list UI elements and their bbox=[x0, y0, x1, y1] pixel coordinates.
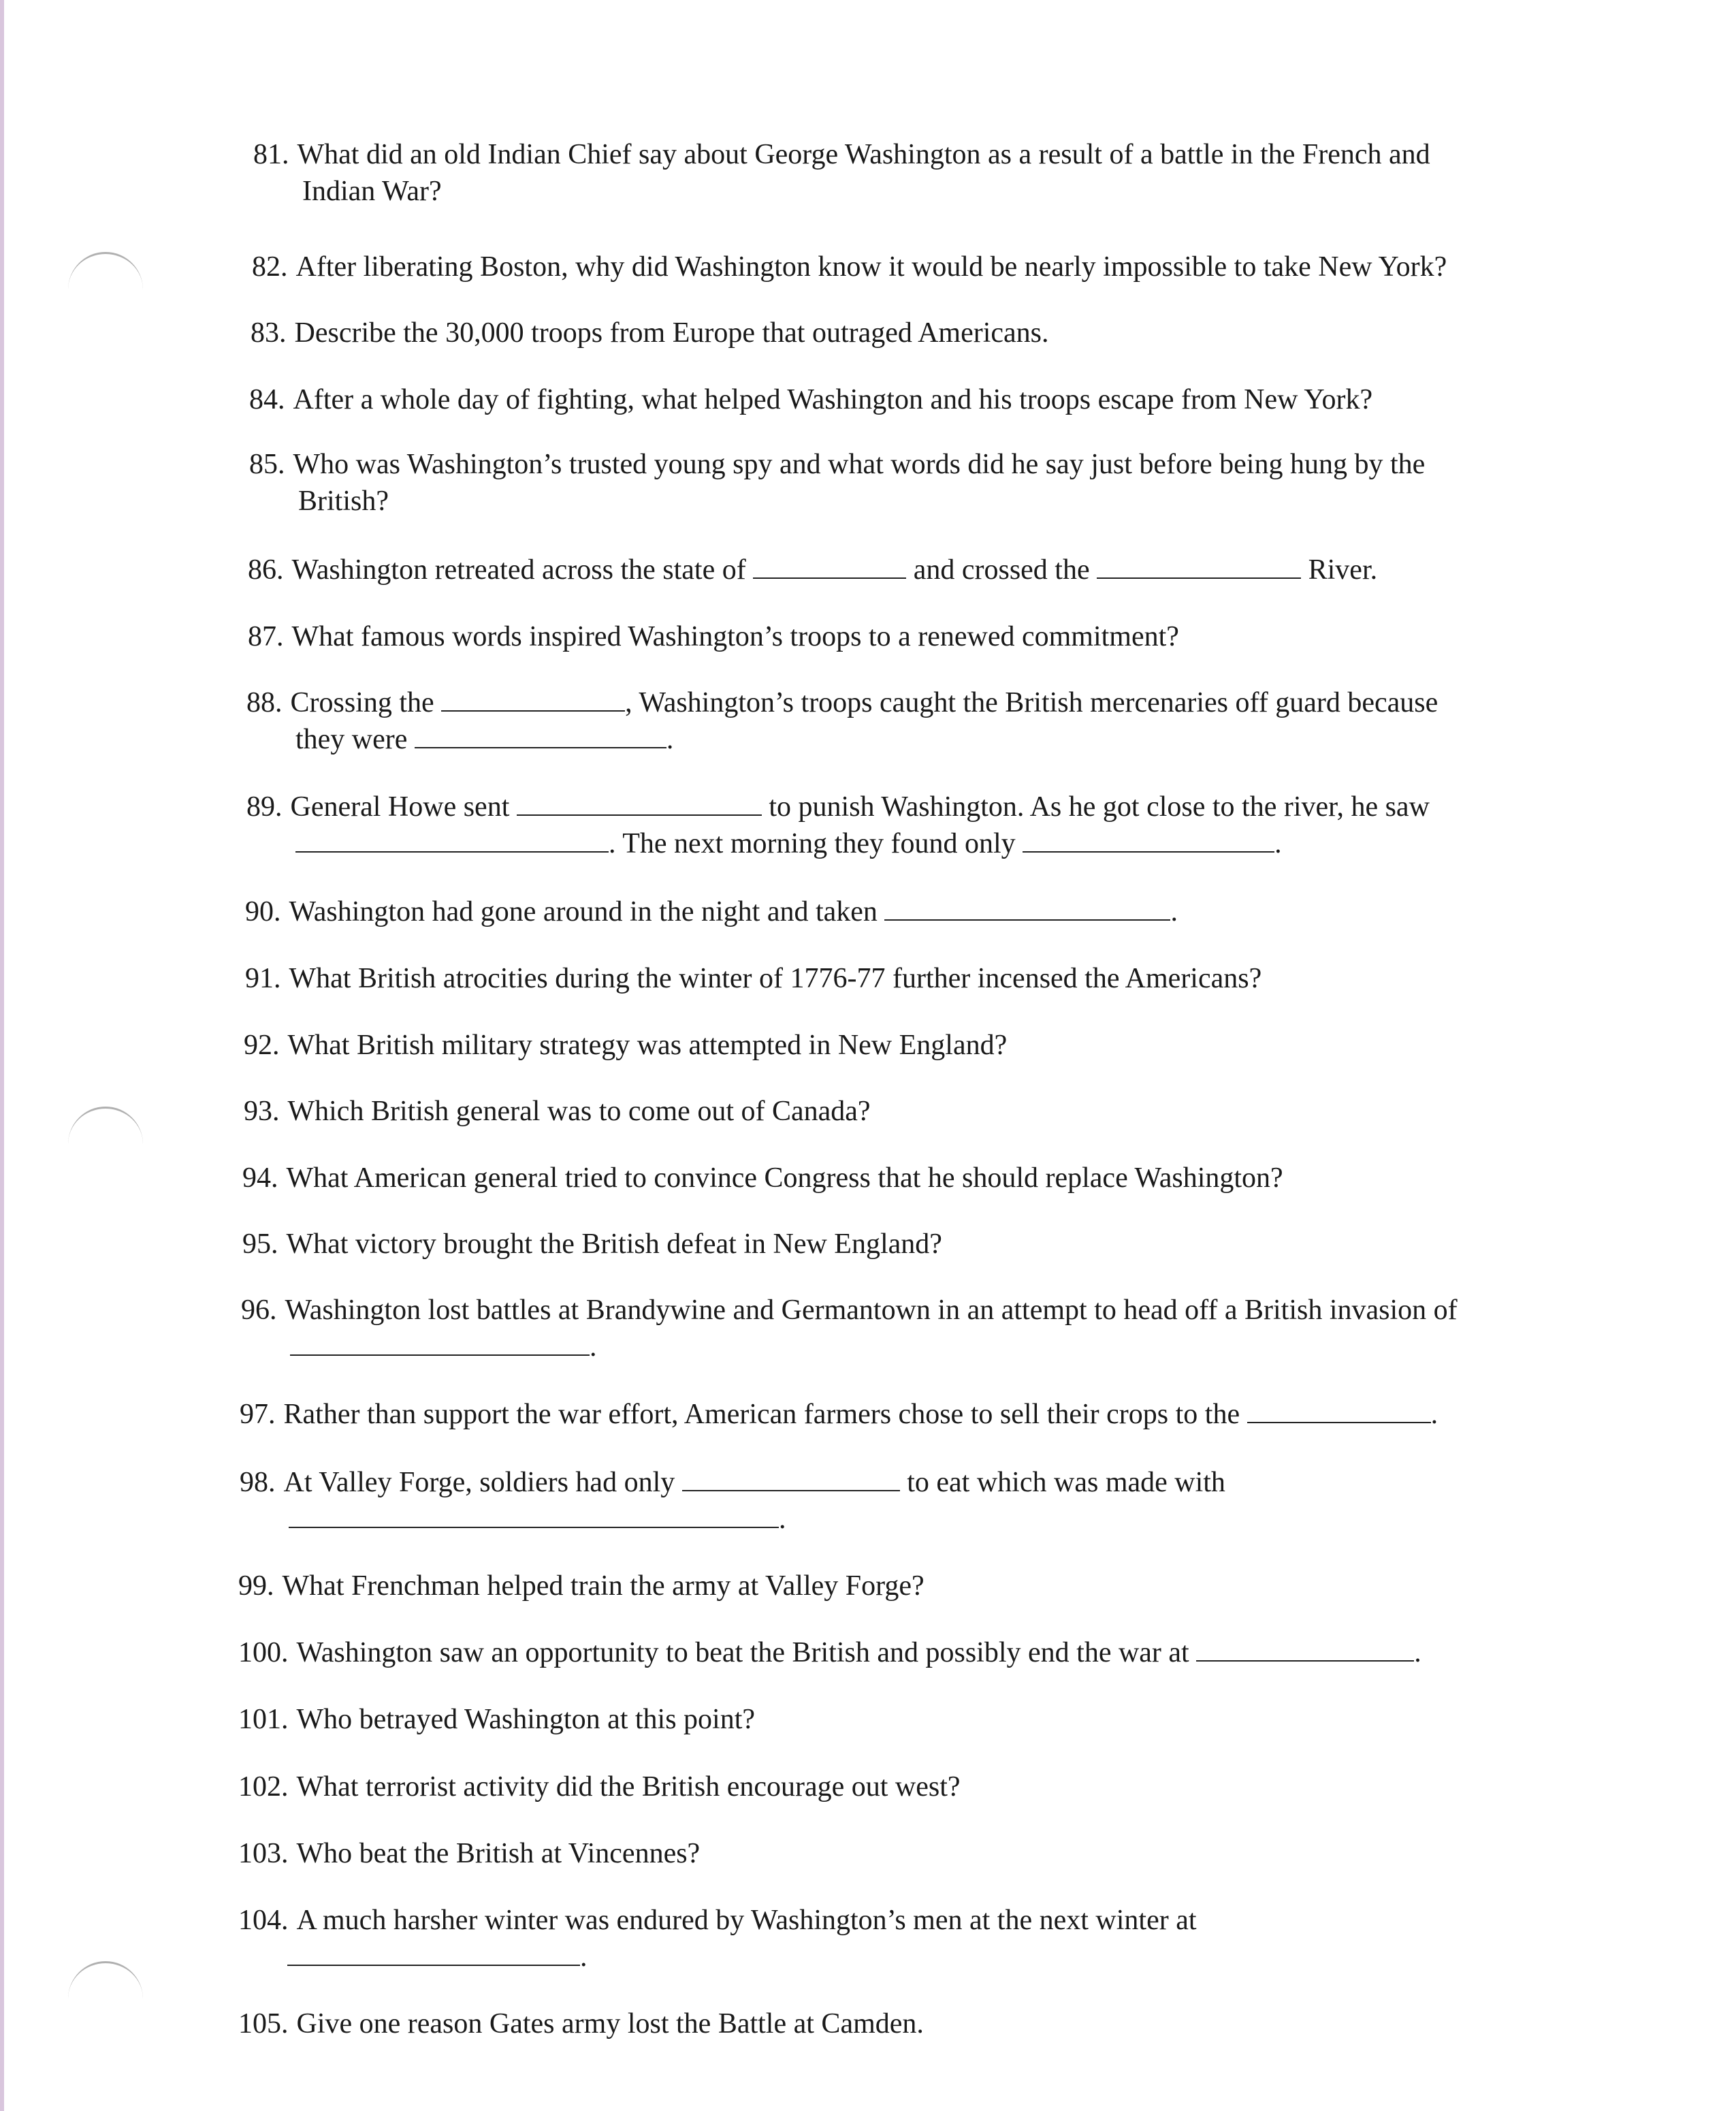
question-94: 94. What American general tried to convince Congress that he should replace Washington? bbox=[242, 1162, 1283, 1194]
punch-hole-bottom bbox=[68, 1961, 143, 2004]
question-text: Who was Washington’s trusted young spy and what words did he say just before being hung by the bbox=[293, 449, 1426, 480]
question-text: Describe the 30,000 troops from Europe that outraged Americans. bbox=[294, 317, 1049, 349]
question-text: What famous words inspired Washington’s troops to a renewed commitment? bbox=[291, 621, 1179, 652]
page-left-edge bbox=[0, 0, 4, 2111]
question-96: 96. Washington lost battles at Brandywine and Germantown in an attempt to head off a British invasion of . bbox=[241, 1295, 1458, 1363]
question-104: 104. A much harsher winter was endured by Washington’s men at the next winter at . bbox=[238, 1905, 1197, 1973]
question-85: 85. Who was Washington’s trusted young spy and what words did he say just before being hung by the British? bbox=[249, 446, 1425, 520]
answer-blank[interactable] bbox=[1023, 825, 1274, 853]
punch-hole-top bbox=[68, 252, 143, 295]
question-81: 81. What did an old Indian Chief say about George Washington as a result of a battle in the French and Indian War? bbox=[253, 136, 1430, 210]
question-102: 102. What terrorist activity did the British encourage out west? bbox=[238, 1771, 961, 1803]
question-91: 91. What British atrocities during the winter of 1776-77 further incensed the Americans? bbox=[245, 963, 1262, 994]
question-86: 86. Washington retreated across the state of and crossed the River. bbox=[248, 552, 1377, 588]
question-text: Which British general was to come out of Canada? bbox=[287, 1096, 871, 1127]
question-105: 105. Give one reason Gates army lost the Battle at Camden. bbox=[238, 2008, 924, 2039]
question-90: 90. Washington had gone around in the night and taken . bbox=[245, 893, 1178, 930]
question-87: 87. What famous words inspired Washington’s troops to a renewed commitment? bbox=[248, 621, 1179, 652]
question-text: What American general tried to convince Congress that he should replace Washington? bbox=[286, 1162, 1283, 1194]
answer-blank[interactable] bbox=[1097, 552, 1301, 579]
question-88: 88. Crossing the , Washington’s troops caught the British mercenaries off guard because they were . bbox=[246, 684, 1438, 758]
answer-blank[interactable] bbox=[289, 1501, 779, 1528]
question-text: Who betrayed Washington at this point? bbox=[296, 1704, 756, 1735]
answer-blank[interactable] bbox=[753, 552, 906, 579]
question-text: After liberating Boston, why did Washington know it would be nearly impossible to take New York? bbox=[295, 251, 1447, 283]
question-text: What British military strategy was attempted in New England? bbox=[287, 1030, 1008, 1061]
question-text-cont: Indian War? bbox=[302, 176, 442, 207]
question-82: 82. After liberating Boston, why did Washington know it would be nearly impossible to take New York? bbox=[252, 251, 1447, 283]
question-98: 98. At Valley Forge, soldiers had only to eat which was made with . bbox=[240, 1464, 1225, 1538]
answer-blank[interactable] bbox=[290, 1329, 590, 1356]
answer-blank[interactable] bbox=[517, 789, 762, 816]
question-text: What did an old Indian Chief say about George Washington as a result of a battle in the French and bbox=[297, 139, 1430, 170]
answer-blank[interactable] bbox=[1196, 1634, 1414, 1662]
question-text: What British atrocities during the winter of 1776-77 further incensed the Americans? bbox=[289, 963, 1262, 994]
question-99: 99. What Frenchman helped train the army at Valley Forge? bbox=[238, 1570, 925, 1602]
question-89: 89. General Howe sent to punish Washington. As he got close to the river, he saw . The next morning they found only . bbox=[246, 789, 1430, 862]
punch-hole-middle bbox=[68, 1107, 143, 1149]
answer-blank[interactable] bbox=[682, 1464, 900, 1491]
question-95: 95. What victory brought the British defeat in New England? bbox=[242, 1228, 942, 1260]
question-text: What terrorist activity did the British encourage out west? bbox=[296, 1771, 961, 1803]
question-83: 83. Describe the 30,000 troops from Europe that outraged Americans. bbox=[251, 317, 1049, 349]
answer-blank[interactable] bbox=[415, 721, 666, 748]
answer-blank[interactable] bbox=[441, 684, 625, 712]
question-103: 103. Who beat the British at Vincennes? bbox=[238, 1838, 701, 1869]
answer-blank[interactable] bbox=[295, 825, 609, 853]
answer-blank[interactable] bbox=[287, 1939, 580, 1966]
question-93: 93. Which British general was to come out of Canada? bbox=[244, 1096, 871, 1127]
question-text: What Frenchman helped train the army at Valley Forge? bbox=[282, 1570, 925, 1602]
question-text: After a whole day of fighting, what helped Washington and his troops escape from New York? bbox=[293, 384, 1373, 415]
answer-blank[interactable] bbox=[884, 893, 1170, 921]
question-text: Who beat the British at Vincennes? bbox=[296, 1838, 701, 1869]
question-text-cont: British? bbox=[298, 486, 389, 517]
question-92: 92. What British military strategy was attempted in New England? bbox=[244, 1030, 1008, 1061]
answer-blank[interactable] bbox=[1247, 1396, 1431, 1423]
question-84: 84. After a whole day of fighting, what helped Washington and his troops escape from New York? bbox=[249, 384, 1373, 415]
question-101: 101. Who betrayed Washington at this point? bbox=[238, 1704, 756, 1735]
question-100: 100. Washington saw an opportunity to beat the British and possibly end the war at . bbox=[238, 1634, 1421, 1671]
question-text: Give one reason Gates army lost the Battle at Camden. bbox=[296, 2008, 924, 2039]
question-text: What victory brought the British defeat in New England? bbox=[286, 1228, 942, 1260]
question-97: 97. Rather than support the war effort, American farmers chose to sell their crops to the . bbox=[240, 1396, 1438, 1433]
